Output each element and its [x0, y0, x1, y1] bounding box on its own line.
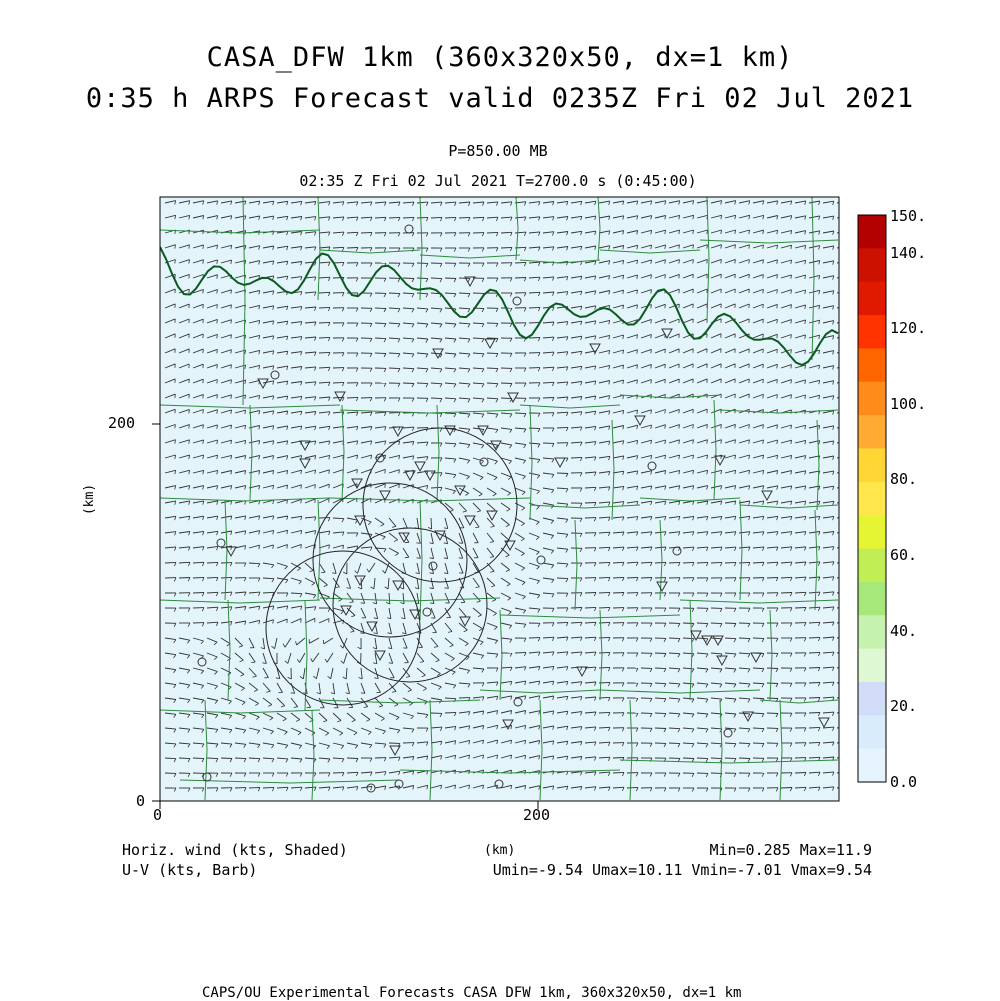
colorbar-label: 0.0 [890, 773, 917, 791]
wind-barb [487, 232, 498, 233]
figure-title-line2: 0:35 h ARPS Forecast valid 0235Z Fri 02 Jul 2021 [0, 83, 1000, 114]
wind-barb [585, 503, 596, 504]
wind-barb [207, 758, 218, 759]
wind-barb-flag [847, 772, 848, 776]
wind-barb [319, 322, 330, 323]
colorbar-swatch [858, 248, 886, 282]
wind-barb [585, 593, 596, 594]
colorbar-swatch [858, 549, 886, 583]
wind-barb [529, 338, 540, 339]
wind-barb-flag [847, 577, 848, 581]
wind-barb [697, 562, 708, 563]
colorbar-swatch [858, 682, 886, 716]
colorbar-swatch [858, 615, 886, 649]
wind-barb [655, 668, 666, 669]
wind-barb [375, 353, 386, 354]
wind-barb [347, 248, 358, 249]
wind-barb [431, 518, 432, 529]
wind-barb [333, 278, 344, 279]
wind-barb [683, 562, 694, 563]
wind-barb [319, 352, 330, 353]
wind-barb [809, 652, 820, 653]
wind-barb [697, 623, 708, 624]
wind-barb [599, 562, 610, 563]
wind-barb [599, 607, 610, 608]
wind-barb [753, 638, 764, 639]
wind-barb [165, 562, 176, 563]
wind-barb [711, 623, 722, 624]
wind-barb [403, 278, 414, 279]
wind-barb [417, 278, 428, 279]
wind-barb [599, 712, 610, 713]
wind-barb [557, 427, 568, 428]
wind-barb [515, 413, 526, 414]
credit-line: CAPS/OU Experimental Forecasts CASA DFW 1km, 360x320x50, dx=1 km [202, 985, 741, 1001]
wind-barb [711, 562, 722, 563]
colorbar-label: 20. [890, 697, 917, 715]
wind-barb [739, 743, 750, 744]
wind-barb [319, 307, 330, 308]
wind-barb [557, 578, 568, 579]
map-panel [160, 197, 848, 801]
colorbar-label: 80. [890, 470, 917, 488]
wind-barb [529, 322, 540, 323]
wind-barb [389, 217, 400, 218]
wind-barb-flag [847, 246, 848, 250]
pressure-level-label: P=850.00 MB [0, 142, 996, 160]
colorbar-swatch [858, 382, 886, 416]
wind-barb [739, 758, 750, 759]
wind-barb [809, 698, 820, 699]
wind-barb-flag [847, 486, 848, 490]
wind-barb [207, 577, 218, 578]
wind-barb-flag [847, 471, 848, 475]
wind-barb-flag [847, 501, 848, 505]
wind-barb [599, 637, 610, 638]
wind-barb [431, 278, 442, 279]
wind-barb [431, 398, 442, 399]
wind-barb [445, 278, 456, 279]
wind-barb [809, 668, 820, 669]
wind-barb-flag [847, 562, 848, 566]
wind-barb [725, 562, 736, 563]
wind-barb [781, 788, 792, 789]
legend-barb-field: U-V (kts, Barb) [122, 861, 257, 879]
wind-barb-flag [847, 757, 848, 761]
colorbar-swatch [858, 515, 886, 549]
wind-barb [809, 742, 820, 743]
wind-barb [627, 577, 638, 578]
wind-barb [627, 788, 638, 789]
wind-barb-flag [847, 592, 848, 596]
colorbar-label: 40. [890, 622, 917, 640]
component-min-max: Umin=-9.54 Umax=10.11 Vmin=-7.01 Vmax=9.54 [493, 861, 872, 879]
y-axis-label: (km) [82, 484, 97, 515]
wind-barb [417, 217, 428, 218]
wind-barb-flag [847, 682, 848, 686]
wind-barb [543, 398, 554, 399]
wind-barb [753, 728, 764, 729]
wind-barb [599, 577, 610, 578]
wind-barb-flag [847, 291, 848, 295]
colorbar-swatch [858, 482, 886, 516]
wind-barb-flag [847, 697, 848, 701]
valid-time-label: 02:35 Z Fri 02 Jul 2021 T=2700.0 s (0:45:00) [0, 172, 996, 190]
wind-barb-flag [847, 261, 848, 265]
wind-barb [389, 368, 400, 369]
wind-barb [809, 713, 820, 714]
wind-barb [515, 262, 526, 263]
colorbar-swatch [858, 582, 886, 616]
y-tick-200: 200 [108, 414, 135, 432]
wind-barb-flag [847, 516, 848, 520]
colorbar-label: 100. [890, 395, 926, 413]
wind-barb [697, 758, 708, 759]
wind-barb [669, 638, 680, 639]
wind-barb [599, 667, 610, 668]
wind-barb [557, 473, 568, 474]
wind-barb [319, 337, 330, 338]
wind-barb-flag [847, 381, 848, 385]
wind-barb [179, 758, 190, 759]
wind-barb-flag [847, 727, 848, 731]
wind-barb-flag [475, 527, 479, 528]
wind-barb [599, 697, 610, 698]
wind-barb-flag [335, 587, 339, 588]
wind-barb [333, 382, 344, 383]
wind-barb [809, 683, 820, 684]
wind-barb-flag [847, 366, 848, 370]
wind-barb [389, 293, 400, 294]
wind-barb-flag [847, 712, 848, 716]
wind-barb [739, 562, 750, 563]
wind-barb [361, 232, 372, 233]
wind-barb-flag [847, 742, 848, 746]
x-tick-200: 200 [523, 806, 550, 824]
wind-barb [445, 712, 456, 713]
wind-barb [235, 758, 246, 759]
wind-barb [613, 772, 624, 773]
wind-barb [781, 593, 792, 594]
wind-barb [193, 758, 204, 759]
wind-barb-flag [847, 276, 848, 280]
wind-barb [221, 577, 232, 578]
wind-barb [445, 217, 456, 218]
wind-barb [179, 578, 190, 579]
wind-barb [431, 217, 442, 218]
wind-barb-flag [847, 667, 848, 671]
wind-barb [375, 323, 386, 324]
wind-barb [669, 743, 680, 744]
wind-barb [683, 758, 694, 759]
wind-barb [221, 758, 232, 759]
figure-title-line1: CASA_DFW 1km (360x320x50, dx=1 km) [0, 42, 1000, 73]
colorbar-swatch [858, 649, 886, 683]
wind-barb [655, 653, 666, 654]
wind-barb-flag [847, 201, 848, 205]
wind-barb [753, 743, 764, 744]
colorbar-label: 140. [890, 244, 926, 262]
wind-barb-flag [847, 351, 848, 355]
wind-barb-flag [847, 622, 848, 626]
wind-barb [725, 623, 736, 624]
wind-barb [809, 727, 820, 728]
wind-barb [809, 637, 820, 638]
x-tick-0: 0 [153, 806, 162, 824]
wind-barb [767, 698, 778, 699]
wind-barb-flag [847, 216, 848, 220]
wind-barb [767, 683, 778, 684]
wind-barb-flag [847, 652, 848, 656]
wind-barb-flag [847, 546, 848, 550]
wind-barb-flag [847, 637, 848, 641]
colorbar-swatch [858, 315, 886, 349]
colorbar-label: 150. [890, 207, 926, 225]
colorbar-label: 120. [890, 319, 926, 337]
wind-barb [599, 652, 610, 653]
wind-barb [515, 652, 526, 653]
wind-barb [501, 383, 512, 384]
wind-barb-flag [847, 306, 848, 310]
wind-barb [599, 592, 610, 593]
wind-barb [263, 787, 274, 788]
wind-barb [739, 638, 750, 639]
wind-barb-flag [847, 441, 848, 445]
wind-barb [403, 217, 414, 218]
wind-barb [613, 758, 624, 759]
wind-barb-flag [847, 336, 848, 340]
wind-barb [249, 788, 260, 789]
wind-barb-flag [847, 531, 848, 535]
wind-barb-flag [847, 787, 848, 791]
wind-barb [207, 562, 218, 563]
x-axis-label: (km) [484, 843, 515, 858]
wind-barb-flag [251, 662, 255, 663]
wind-barb [487, 368, 498, 369]
wind-barb [767, 578, 778, 579]
wind-barb [529, 307, 540, 308]
wind-barb [571, 608, 582, 609]
wind-barb [403, 383, 414, 384]
wind-barb [417, 383, 428, 384]
colorbar-swatch [858, 448, 886, 482]
wind-barb [683, 623, 694, 624]
wind-barb-flag [847, 396, 848, 400]
wind-barb [767, 713, 778, 714]
wind-barb-flag [847, 456, 848, 460]
wind-barb [711, 758, 722, 759]
wind-barb [557, 622, 568, 623]
field-min-max: Min=0.285 Max=11.9 [709, 841, 872, 859]
wind-barb [459, 217, 470, 218]
wind-barb [571, 457, 582, 458]
colorbar-swatch [858, 282, 886, 316]
wind-barb [389, 412, 400, 413]
colorbar-label: 60. [890, 546, 917, 564]
wind-barb [669, 562, 680, 563]
colorbar-swatch [858, 749, 886, 783]
wind-barb-flag [847, 607, 848, 611]
wind-barb [655, 713, 666, 714]
wind-barb [725, 758, 736, 759]
colorbar [858, 215, 886, 783]
wind-barb [487, 353, 498, 354]
colorbar-swatch [858, 215, 886, 249]
legend-shaded-field: Horiz. wind (kts, Shaded) [122, 841, 348, 859]
wind-barb [347, 758, 358, 759]
wind-barb [613, 593, 624, 594]
wind-barb [767, 668, 778, 669]
colorbar-swatch [858, 715, 886, 749]
wind-barb [795, 608, 806, 609]
wind-barb [193, 577, 204, 578]
wind-barb [193, 593, 204, 594]
colorbar-swatch [858, 415, 886, 449]
wind-barb-flag [847, 231, 848, 235]
wind-barb [655, 728, 666, 729]
wind-barb [795, 773, 806, 774]
wind-barb [641, 578, 652, 579]
wind-barb [459, 293, 470, 294]
wind-barb [375, 338, 386, 339]
wind-barb [347, 397, 358, 398]
wind-barb [501, 248, 512, 249]
wind-barb [585, 607, 596, 608]
wind-barb-flag [847, 426, 848, 430]
wind-barb [375, 308, 386, 309]
wind-barb [487, 338, 498, 339]
y-tick-0: 0 [136, 792, 145, 810]
wind-barb-flag [847, 411, 848, 415]
colorbar-swatch [858, 348, 886, 382]
wind-barb [515, 278, 526, 279]
wind-barb-flag [847, 321, 848, 325]
wind-barb [613, 577, 624, 578]
